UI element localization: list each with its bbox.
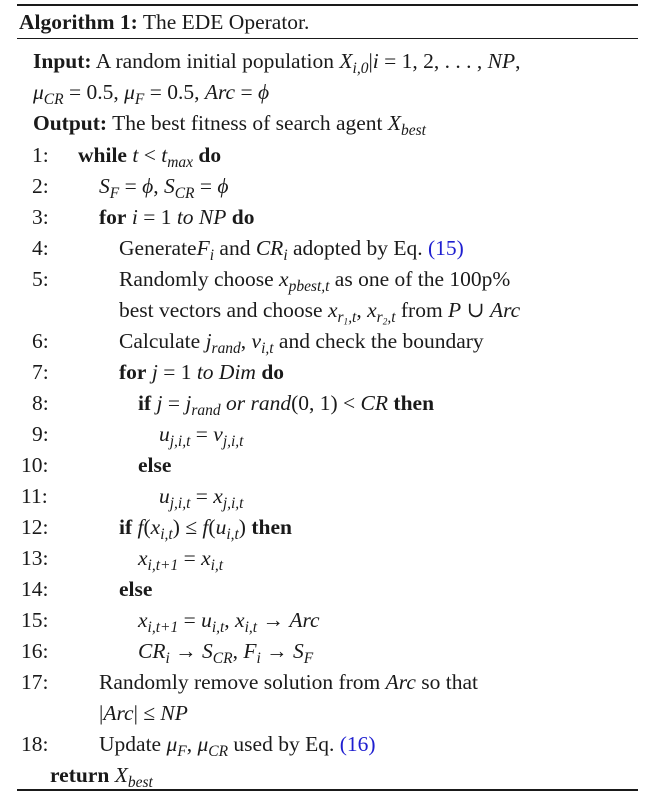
line-number: 7: bbox=[32, 360, 49, 384]
line-6: Calculate $j_{rand}$, $v_{i,t}$ and check the boundary bbox=[119, 329, 484, 357]
algorithm-title bbox=[19, 6, 309, 38]
line-number: 1: bbox=[32, 143, 49, 167]
line-13: $x_{i,t+1} = x_{i,t}$ bbox=[138, 546, 224, 574]
equation-ref-16[interactable]: (16) bbox=[339, 732, 376, 756]
line-16: $CR_i \to S_{CR}$, $F_i \to S_F$ bbox=[138, 639, 314, 667]
line-2: $S_F = \phi$, $S_{CR} = \phi$ bbox=[99, 174, 229, 202]
algorithm-title-text: The EDE Operator. bbox=[142, 10, 310, 34]
line-number: 5: bbox=[32, 267, 49, 291]
line-8: if $j = j_{rand}$ or rand(0, 1) < CR then bbox=[138, 391, 435, 419]
output-line: Output: The best fitness of search agent $X_{best}$ bbox=[33, 111, 426, 139]
return-line: return $X_{best}$ bbox=[50, 763, 153, 791]
line-number: 8: bbox=[32, 391, 49, 415]
line-number: 10: bbox=[21, 453, 49, 477]
line-18: Update $\mu_F$, $\mu_{CR}$ used by Eq. (16) bbox=[99, 732, 376, 760]
input-text: A random initial population bbox=[95, 49, 335, 73]
line-17: Randomly remove solution from Arc so that bbox=[99, 670, 478, 694]
line-number: 11: bbox=[21, 484, 48, 508]
line-3: for i = 1 to NP do bbox=[99, 205, 255, 229]
line-number: 15: bbox=[21, 608, 49, 632]
line-9: $u_{j,i,t} = v_{j,i,t}$ bbox=[159, 422, 244, 450]
line-1: while $t < t_{max}$ do bbox=[78, 143, 222, 171]
line-number: 14: bbox=[21, 577, 49, 601]
line-number: 18: bbox=[21, 732, 49, 756]
input-line: Input: A random initial population $X_{i,0}|i = 1$, 2, . . . , NP, bbox=[33, 49, 521, 77]
line-number: 17: bbox=[21, 670, 49, 694]
line-number: 9: bbox=[32, 422, 49, 446]
header-rule bbox=[17, 38, 638, 39]
line-5-cont: best vectors and choose $x_{r1,t}$, $x_{r2,t}$ from P ∪ Arc bbox=[119, 298, 521, 328]
line-4: GenerateF$_i$ and $CR_i$ adopted by Eq. (15) bbox=[119, 236, 464, 264]
line-number: 2: bbox=[32, 174, 49, 198]
line-14: else bbox=[119, 577, 153, 601]
output-text: The best fitness of search agent bbox=[112, 111, 383, 135]
line-number: 3: bbox=[32, 205, 49, 229]
line-7: for j = 1 to Dim do bbox=[119, 360, 285, 384]
line-17-cont: |Arc| ≤ NP bbox=[99, 701, 188, 725]
line-12: if $f(x_{i,t}) \le f(u_{i,t})$ then bbox=[119, 515, 292, 543]
line-number: 12: bbox=[21, 515, 49, 539]
input-label: Input: bbox=[33, 49, 92, 73]
line-10: else bbox=[138, 453, 172, 477]
line-5: Randomly choose $x_{pbest,t}$ as one of the 100p% bbox=[119, 267, 511, 295]
line-11: $u_{j,i,t} = x_{j,i,t}$ bbox=[159, 484, 244, 512]
equation-ref-15[interactable]: (15) bbox=[427, 236, 464, 260]
algorithm-title-label: Algorithm 1: bbox=[19, 10, 138, 34]
input-line-2: $\mu_{CR} = 0.5$, $\mu_F = 0.5$, Arc = ϕ bbox=[33, 80, 270, 108]
line-15: $x_{i,t+1} = u_{i,t}$, $x_{i,t}$ → Arc bbox=[138, 608, 320, 636]
output-label: Output: bbox=[33, 111, 108, 135]
line-number: 16: bbox=[21, 639, 49, 663]
line-number: 13: bbox=[21, 546, 49, 570]
line-number: 4: bbox=[32, 236, 49, 260]
line-number: 6: bbox=[32, 329, 49, 353]
